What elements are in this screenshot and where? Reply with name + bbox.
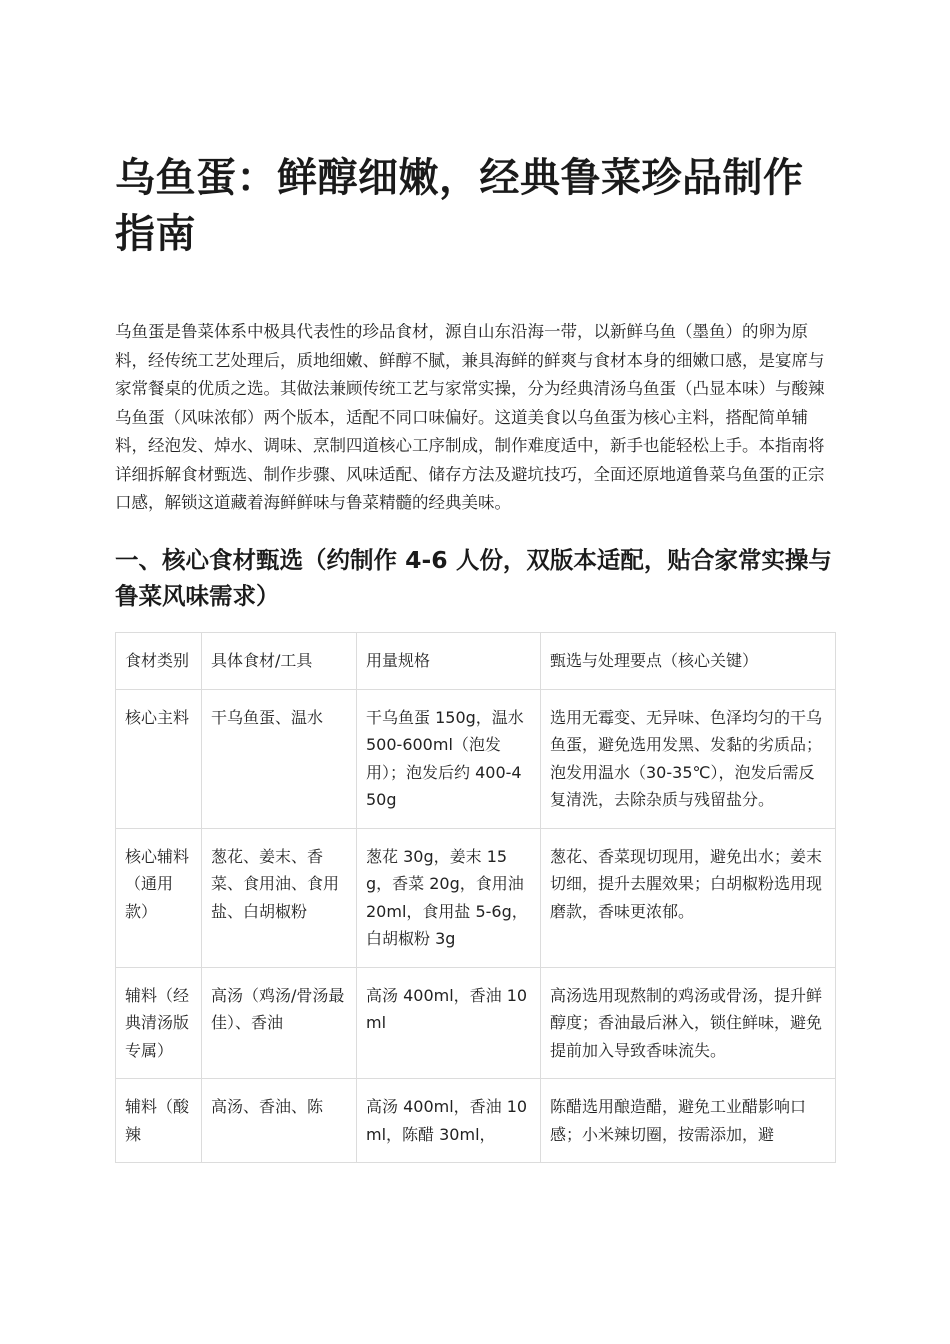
table-cell: 陈醋选用酿造醋，避免工业醋影响口感；小米辣切圈，按需添加，避 [541,1079,836,1163]
ingredient-table [115,632,836,1163]
intro-paragraph: 乌鱼蛋是鲁菜体系中极具代表性的珍品食材，源自山东沿海一带，以新鲜乌鱼（墨鱼）的卵为原料，经传统工艺处理后，质地细嫩、鲜醇不腻，兼具海鲜的鲜爽与食材本身的细嫩口感，是宴席与家常餐桌的优质之选。其做法兼顾传统工艺与家常实操，分为经典清汤乌鱼蛋（凸显本味）与酸辣乌鱼蛋（风味浓郁）两个版本，适配不同口味偏好。这道美食以乌鱼蛋为核心主料，搭配简单辅料，经泡发、焯水、调味、烹制四道核心工序制成，制作难度适中，新手也能轻松上手。本指南将详细拆解食材甄选、制作步骤、风味适配、储存方法及避坑技巧，全面还原地道鲁菜乌鱼蛋的正宗口感，解锁这道藏着海鲜鲜味与鲁菜精髓的经典美味。 [115,322,825,512]
table-header-cell: 具体食材/工具 [202,633,357,690]
table-row [116,689,836,828]
table-cell: 高汤选用现熬制的鸡汤或骨汤，提升鲜醇度；香油最后淋入，锁住鲜味，避免提前加入导致香味流失。 [541,967,836,1079]
table-cell: 高汤 400ml，香油 10ml [357,967,541,1079]
table-cell: 葱花 30g，姜末 15g，香菜 20g，食用油 20ml，食用盐 5-6g，白胡椒粉 3g [357,828,541,967]
table-cell: 核心主料 [116,689,202,828]
table-header-row [116,633,836,690]
table-cell: 葱花、香菜现切现用，避免出水；姜末切细，提升去腥效果；白胡椒粉选用现磨款，香味更浓郁。 [541,828,836,967]
table-cell: 高汤（鸡汤/骨汤最佳）、香油 [202,967,357,1079]
table-row [116,828,836,967]
table-row [116,1079,836,1163]
ingredient-table-wrapper [115,632,837,1226]
table-row [116,967,836,1079]
table-cell: 高汤、香油、陈 [202,1079,357,1163]
table-cell: 辅料（酸辣 [116,1079,202,1163]
table-cell: 选用无霉变、无异味、色泽均匀的干乌鱼蛋，避免选用发黑、发黏的劣质品；泡发用温水（30-35℃），泡发后需反复清洗，去除杂质与残留盐分。 [541,689,836,828]
table-header-cell: 甄选与处理要点（核心关键） [541,633,836,690]
table-header-cell: 用量规格 [357,633,541,690]
table-cell: 干乌鱼蛋、温水 [202,689,357,828]
table-cell: 葱花、姜末、香菜、食用油、食用盐、白胡椒粉 [202,828,357,967]
table-cell: 辅料（经典清汤版专属） [116,967,202,1079]
table-cell: 干乌鱼蛋 150g，温水 500-600ml（泡发用）；泡发后约 400-450g [357,689,541,828]
table-cell: 核心辅料（通用款） [116,828,202,967]
table-body [116,633,836,1163]
page-title: 乌鱼蛋：鲜醇细嫩，经典鲁菜珍品制作指南 [115,155,804,257]
table-header-cell: 食材类别 [116,633,202,690]
section-heading: 一、核心食材甄选（约制作 4-6 人份，双版本适配，贴合家常实操与鲁菜风味需求） [115,546,832,610]
table-cell: 高汤 400ml，香油 10ml，陈醋 30ml， [357,1079,541,1163]
